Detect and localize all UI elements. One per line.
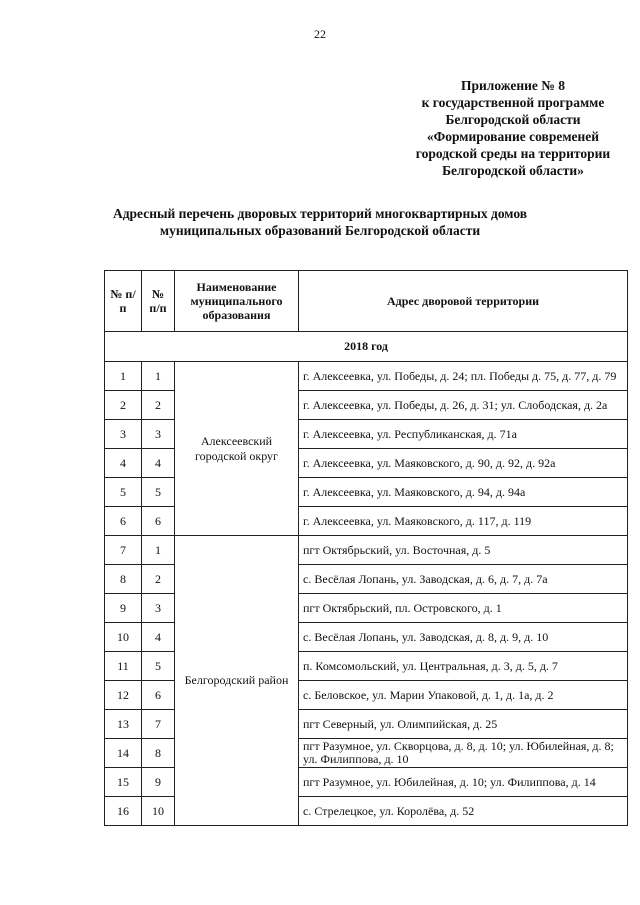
row-number: 4 [105, 449, 142, 478]
header-address: Адрес дворовой территории [299, 271, 628, 332]
row-local-number: 4 [142, 623, 175, 652]
title-line: муниципальных образований Белгородской области [159, 223, 481, 238]
municipality-cell: Белгородский район [175, 536, 299, 826]
table-body [105, 332, 628, 826]
row-local-number: 6 [142, 507, 175, 536]
row-number: 14 [105, 739, 142, 768]
address-cell: пгт Разумное, ул. Скворцова, д. 8, д. 10; ул. Юбилейная, д. 8; ул. Филиппова, д. 10 [299, 739, 628, 768]
row-local-number: 5 [142, 478, 175, 507]
address-cell: г. Алексеевка, ул. Маяковского, д. 94, д. 94а [299, 478, 628, 507]
address-cell: пгт Октябрьский, ул. Восточная, д. 5 [299, 536, 628, 565]
row-local-number: 2 [142, 565, 175, 594]
address-cell: пгт Северный, ул. Олимпийская, д. 25 [299, 710, 628, 739]
appendix-line: Приложение № 8 [461, 78, 565, 93]
table-row [105, 536, 628, 565]
row-number: 11 [105, 652, 142, 681]
address-cell: пгт Разумное, ул. Юбилейная, д. 10; ул. Филиппова, д. 14 [299, 768, 628, 797]
row-local-number: 2 [142, 391, 175, 420]
appendix-line: Белгородской области» [442, 163, 584, 178]
row-number: 5 [105, 478, 142, 507]
row-local-number: 7 [142, 710, 175, 739]
document-title [0, 205, 640, 239]
row-local-number: 1 [142, 536, 175, 565]
row-number: 6 [105, 507, 142, 536]
row-number: 7 [105, 536, 142, 565]
row-local-number: 3 [142, 420, 175, 449]
row-local-number: 1 [142, 362, 175, 391]
row-number: 8 [105, 565, 142, 594]
appendix-line: к государственной программе [421, 95, 605, 110]
row-local-number: 6 [142, 681, 175, 710]
year-label: 2018 год [105, 332, 628, 362]
row-local-number: 9 [142, 768, 175, 797]
row-number: 9 [105, 594, 142, 623]
row-number: 10 [105, 623, 142, 652]
appendix-block [398, 77, 628, 179]
address-table [104, 270, 628, 826]
row-local-number: 10 [142, 797, 175, 826]
row-local-number: 8 [142, 739, 175, 768]
table-row [105, 362, 628, 391]
row-number: 16 [105, 797, 142, 826]
header-municipality: Наименование муниципального образования [175, 271, 299, 332]
appendix-line: городской среды на территории [415, 146, 611, 161]
row-number: 2 [105, 391, 142, 420]
header-num-local: № п/п [142, 271, 175, 332]
header-row [105, 271, 628, 332]
address-cell: г. Алексеевка, ул. Победы, д. 26, д. 31; ул. Слободская, д. 2а [299, 391, 628, 420]
row-number: 12 [105, 681, 142, 710]
row-number: 13 [105, 710, 142, 739]
year-row [105, 332, 628, 362]
municipality-cell: Алексеевский городской округ [175, 362, 299, 536]
address-cell: п. Комсомольский, ул. Центральная, д. 3, д. 5, д. 7 [299, 652, 628, 681]
appendix-line: «Формирование современей [426, 129, 600, 144]
row-number: 15 [105, 768, 142, 797]
page-number: 22 [314, 27, 326, 41]
address-cell: г. Алексеевка, ул. Маяковского, д. 117, д. 119 [299, 507, 628, 536]
title-line: Адресный перечень дворовых территорий многоквартирных домов [112, 206, 528, 221]
address-cell: с. Стрелецкое, ул. Королёва, д. 52 [299, 797, 628, 826]
header-num-total: № п/п [105, 271, 142, 332]
address-cell: г. Алексеевка, ул. Маяковского, д. 90, д. 92, д. 92а [299, 449, 628, 478]
address-cell: с. Весёлая Лопань, ул. Заводская, д. 6, д. 7, д. 7а [299, 565, 628, 594]
row-number: 1 [105, 362, 142, 391]
address-cell: с. Беловское, ул. Марии Упаковой, д. 1, д. 1а, д. 2 [299, 681, 628, 710]
address-cell: пгт Октябрьский, пл. Островского, д. 1 [299, 594, 628, 623]
row-local-number: 4 [142, 449, 175, 478]
row-number: 3 [105, 420, 142, 449]
row-local-number: 3 [142, 594, 175, 623]
appendix-line: Белгородской области [445, 112, 581, 127]
row-local-number: 5 [142, 652, 175, 681]
address-cell: с. Весёлая Лопань, ул. Заводская, д. 8, д. 9, д. 10 [299, 623, 628, 652]
address-cell: г. Алексеевка, ул. Республиканская, д. 71а [299, 420, 628, 449]
address-cell: г. Алексеевка, ул. Победы, д. 24; пл. Победы д. 75, д. 77, д. 79 [299, 362, 628, 391]
